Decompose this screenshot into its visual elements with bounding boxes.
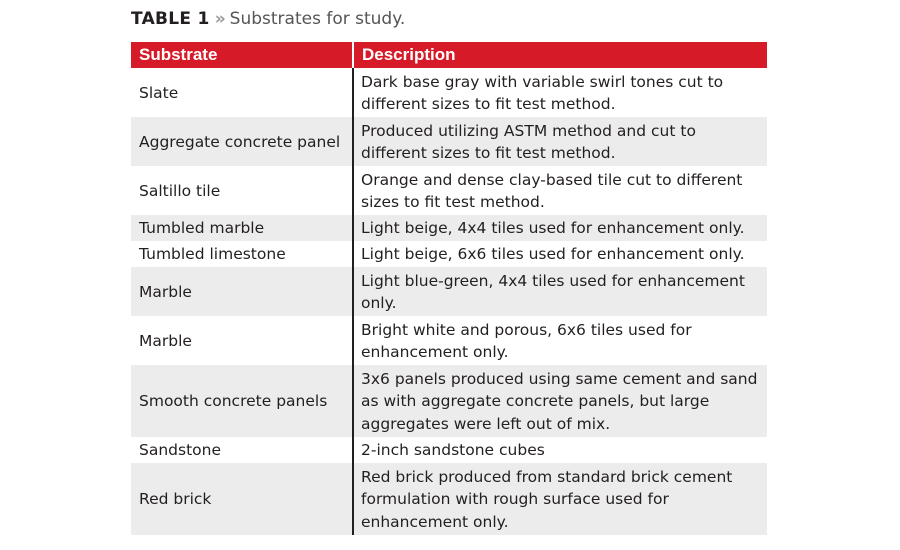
table-row — [131, 68, 767, 117]
substrate-cell: Tumbled marble — [131, 215, 353, 241]
substrate-cell: Red brick — [131, 463, 353, 535]
table-row — [131, 316, 767, 365]
description-cell: 3x6 panels produced using same cement and sand as with aggregate concrete panels, but large aggregates were left out of mix. — [353, 365, 767, 437]
substrate-cell: Marble — [131, 316, 353, 365]
table-row — [131, 241, 767, 267]
substrates-table — [131, 42, 767, 535]
substrate-cell: Aggregate concrete panel — [131, 117, 353, 166]
table-caption — [131, 8, 405, 30]
column-header-substrate: Substrate — [131, 42, 353, 68]
table-caption-title: Substrates for study. — [229, 9, 406, 29]
table-row — [131, 166, 767, 215]
description-cell: Light beige, 6x6 tiles used for enhancement only. — [353, 241, 767, 267]
description-cell: 2-inch sandstone cubes — [353, 437, 767, 463]
table-row — [131, 117, 767, 166]
column-header-description: Description — [353, 42, 767, 68]
table-header — [131, 42, 767, 68]
table-row — [131, 463, 767, 535]
table-row — [131, 365, 767, 437]
description-cell: Orange and dense clay-based tile cut to different sizes to fit test method. — [353, 166, 767, 215]
description-cell: Light beige, 4x4 tiles used for enhancement only. — [353, 215, 767, 241]
substrate-cell: Marble — [131, 267, 353, 316]
description-cell: Red brick produced from standard brick cement formulation with rough surface used for enhancement only. — [353, 463, 767, 535]
table-header-row — [131, 42, 767, 68]
table-row — [131, 267, 767, 316]
substrate-cell: Smooth concrete panels — [131, 365, 353, 437]
description-cell: Produced utilizing ASTM method and cut to different sizes to fit test method. — [353, 117, 767, 166]
substrate-cell: Sandstone — [131, 437, 353, 463]
caption-separator-icon: » — [214, 9, 226, 29]
substrate-cell: Slate — [131, 68, 353, 117]
description-cell: Dark base gray with variable swirl tones cut to different sizes to fit test method. — [353, 68, 767, 117]
table-row — [131, 437, 767, 463]
table-body — [131, 68, 767, 535]
table-caption-label: TABLE 1 — [131, 9, 210, 29]
description-cell: Light blue-green, 4x4 tiles used for enhancement only. — [353, 267, 767, 316]
substrate-cell: Saltillo tile — [131, 166, 353, 215]
table-row — [131, 215, 767, 241]
description-cell: Bright white and porous, 6x6 tiles used for enhancement only. — [353, 316, 767, 365]
substrate-cell: Tumbled limestone — [131, 241, 353, 267]
